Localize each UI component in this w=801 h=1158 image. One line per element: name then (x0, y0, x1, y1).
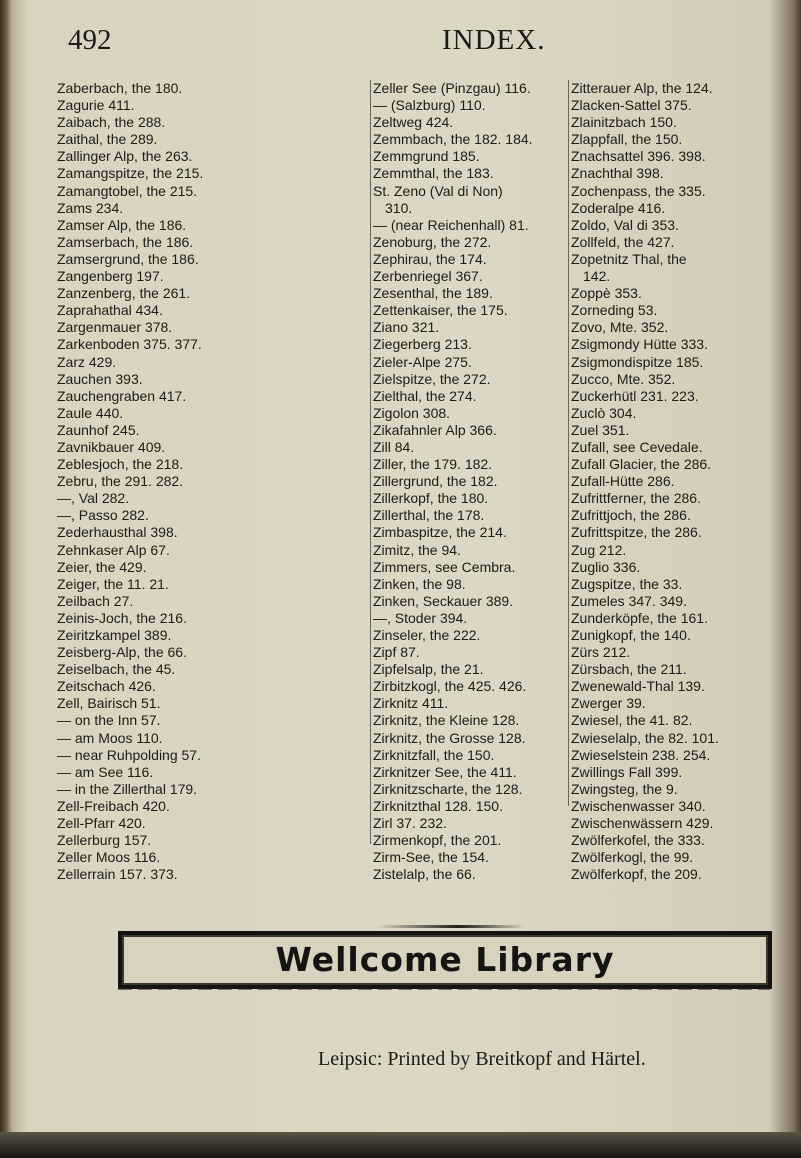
index-entry: Zuel 351. (571, 421, 630, 438)
index-entry: Zeltweg 424. (373, 114, 454, 131)
printer-imprint: Leipsic: Printed by Breitkopf and Härtel. (318, 1048, 646, 1070)
index-entry: Zillerkopf, the 180. (373, 490, 489, 507)
index-entry: Zeblesjoch, the 218. (57, 456, 184, 473)
index-entry: —, Passo 282. (57, 507, 149, 524)
index-entry: — (Salzburg) 110. (373, 97, 486, 114)
index-entry: Zemmgrund 185. (373, 148, 480, 165)
index-entry: Zillergrund, the 182. (373, 473, 498, 490)
index-entry: Zirknitz 411. (373, 695, 449, 712)
index-entry: Zaithal, the 289. (57, 131, 158, 148)
index-entry: Zirl 37. 232. (373, 815, 447, 832)
index-entry: Zwölferkopf, the 209. (571, 866, 702, 883)
index-entry: Zirknitzscharte, the 128. (373, 780, 523, 797)
index-entry: Zochenpass, the 335. (571, 182, 706, 199)
index-entry: Zlainitzbach 150. (571, 114, 677, 131)
index-entry: Zsigmondy Hütte 333. (571, 336, 708, 353)
index-column-3 (568, 80, 797, 883)
index-entry: —, Val 282. (57, 490, 130, 507)
index-entry: Znachthal 398. (571, 165, 664, 182)
index-entry: Zeinis-Joch, the 216. (57, 609, 187, 626)
index-entry: — in the Zillerthal 179. (57, 780, 198, 797)
index-entry: Zielthal, the 274. (373, 387, 477, 404)
index-entry: Zimmers, see Cembra. (373, 558, 516, 575)
index-entry-continuation: 142. (583, 268, 611, 285)
index-entry: Zigolon 308. (373, 404, 451, 421)
index-entry: Zipfelsalp, the 21. (373, 661, 484, 678)
library-stamp-text: Wellcome Library (275, 940, 615, 979)
index-entry: Zederhausthal 398. (57, 524, 178, 541)
index-entry: Zill 84. (373, 438, 415, 455)
index-entry: — am See 116. (57, 763, 154, 780)
index-entry: Ziller, the 179. 182. (373, 456, 493, 473)
index-entry: Zaunhof 245. (57, 421, 140, 438)
index-entry: Zovo, Mte. 352. (571, 319, 669, 336)
index-entry: Zlappfall, the 150. (571, 131, 683, 148)
index-entry: Zwölferkogl, the 99. (571, 849, 694, 866)
index-entry: Zimbaspitze, the 214. (373, 524, 507, 541)
index-entry: Zellerburg 157. (57, 832, 152, 849)
index-entry: Zuckerhütl 231. 223. (571, 387, 699, 404)
index-entry: Zinken, Seckauer 389. (373, 592, 514, 609)
index-entry: Zeier, the 429. (57, 558, 147, 575)
index-entry: Zinken, the 98. (373, 575, 466, 592)
index-entry: Zopetnitz Thal, the (571, 250, 687, 267)
index-entry: — (near Reichenhall) 81. (373, 216, 529, 233)
index-entry: Zirknitzer See, the 411. (373, 763, 517, 780)
index-entry: Zell-Pfarr 420. (57, 815, 146, 832)
index-entry: Zamangspitze, the 215. (57, 165, 204, 182)
stamp-underline (118, 988, 770, 990)
index-entry: Zemmbach, the 182. 184. (373, 131, 533, 148)
index-entry: Zeisberg-Alp, the 66. (57, 644, 187, 661)
index-entry: Zufall, see Cevedale. (571, 438, 703, 455)
index-entry: Zwenewald-Thal 139. (571, 678, 705, 695)
index-entry: Zamser Alp, the 186. (57, 216, 187, 233)
index-entry: Zunigkopf, the 140. (571, 627, 691, 643)
index-entry: Zürsbach, the 211. (571, 661, 687, 678)
index-entry: Zwillings Fall 399. (571, 763, 683, 780)
index-entry: Zug 212. (571, 541, 627, 558)
index-entry: Zorneding 53. (571, 302, 658, 319)
index-entry: Zikafahnler Alp 366. (373, 421, 497, 438)
index-entry: Zeller Moos 116. (57, 849, 161, 866)
index-entry: Zunderköpfe, the 161. (571, 609, 708, 626)
index-entry: Zwölferkofel, the 333. (571, 832, 705, 849)
index-entry: — am Moos 110. (57, 729, 163, 746)
index-entry: — on the Inn 57. (57, 712, 161, 729)
index-entry: Zaule 440. (57, 404, 124, 421)
index-entry: Zwingsteg, the 9. (571, 780, 678, 797)
index-entry: Zellerrain 157. 373. (57, 866, 178, 883)
index-entry: Zagurie 411. (57, 97, 135, 114)
index-entry: Zauchengraben 417. (57, 387, 187, 404)
index-entry: Zufall-Hütte 286. (571, 473, 675, 490)
index-entry: Zarz 429. (57, 353, 117, 370)
index-entry: Zeiger, the 11. 21. (57, 575, 169, 592)
index-entry: Zesenthal, the 189. (373, 285, 493, 302)
index-column-1 (57, 80, 363, 883)
index-entry: Zanzenberg, the 261. (57, 285, 191, 302)
index-entry: Zehnkaser Alp 67. (57, 541, 170, 558)
index-entry: Zugspitze, the 33. (571, 575, 683, 592)
index-entry: Zell-Freibach 420. (57, 797, 170, 814)
index-entry: Zell, Bairisch 51. (57, 695, 161, 712)
index-entry: Zamangtobel, the 215. (57, 182, 198, 199)
index-entry: Zwerger 39. (571, 695, 646, 712)
index-entry: Zipf 87. (373, 644, 420, 661)
index-entry: Zielspitze, the 272. (373, 370, 491, 387)
index-entry: Ziano 321. (373, 319, 440, 336)
index-entry: Zirmenkopf, the 201. (373, 832, 502, 849)
index-entry: Zallinger Alp, the 263. (57, 148, 193, 165)
index-entry: Zuclò 304. (571, 404, 637, 421)
index-entry: Zargenmauer 378. (57, 319, 173, 336)
index-entry: Zaibach, the 288. (57, 114, 166, 131)
index-entry: Zwieselstein 238. 254. (571, 746, 711, 763)
index-entry: Zemmthal, the 183. (373, 165, 494, 182)
index-entry: St. Zeno (Val di Non) (373, 182, 503, 199)
index-entry: Zillerthal, the 178. (373, 507, 485, 524)
index-entry: Zwieselalp, the 82. 101. (571, 729, 719, 746)
page-bottom-edge (0, 1132, 801, 1158)
index-entry: Ziegerberg 213. (373, 336, 472, 353)
index-entry: Zoldo, Val di 353. (571, 216, 679, 233)
index-entry: Zumeles 347. 349. (571, 592, 687, 609)
index-entry: Zettenkaiser, the 175. (373, 302, 508, 319)
index-entry: Zufrittjoch, the 286. (571, 507, 691, 524)
index-entry: Zufrittspitze, the 286. (571, 524, 702, 541)
index-entry: Zenoburg, the 272. (373, 233, 492, 250)
page-number: 492 (68, 24, 112, 56)
index-entry: Znachsattel 396. 398. (571, 148, 706, 165)
index-entry: Zangenberg 197. (57, 268, 164, 285)
index-entry: Zavnikbauer 409. (57, 438, 166, 455)
index-entry: Zeller See (Pinzgau) 116. (373, 80, 531, 96)
index-entry: Zsigmondispitze 185. (571, 353, 704, 370)
index-entry: Zirm-See, the 154. (373, 849, 489, 866)
index-entry: Zucco, Mte. 352. (571, 370, 676, 387)
index-entry: Zwischenwasser 340. (571, 797, 706, 814)
index-entry: Zwiesel, the 41. 82. (571, 712, 693, 729)
index-entry: Zirknitzthal 128. 150. (373, 797, 503, 814)
index-entry: Zoppè 353. (571, 285, 642, 302)
index-entry: Zirknitz, the Grosse 128. (373, 729, 526, 746)
index-entry: Zwischenwässern 429. (571, 815, 714, 832)
index-entry: Zeiselbach, the 45. (57, 661, 176, 678)
index-entry: Zirbitzkogl, the 425. 426. (373, 678, 527, 695)
index-entry: Zephirau, the 174. (373, 250, 487, 267)
index-entry: Zoderalpe 416. (571, 199, 666, 216)
index-entry: — near Ruhpolding 57. (57, 746, 201, 763)
index-entry: Zufall Glacier, the 286. (571, 456, 712, 473)
index-entry: Zirknitzfall, the 150. (373, 746, 495, 763)
index-column-2 (370, 80, 573, 883)
index-entry: Zinseler, the 222. (373, 627, 481, 643)
index-entry: Zitterauer Alp, the 124. (571, 80, 713, 96)
index-entry: Zaberbach, the 180. (57, 80, 183, 96)
index-entry: Zimitz, the 94. (373, 541, 461, 558)
index-entry: Zamserbach, the 186. (57, 233, 194, 250)
index-entry: Zürs 212. (571, 644, 631, 661)
index-entry: Zuglio 336. (571, 558, 641, 575)
index-entry: Zeitschach 426. (57, 678, 156, 695)
index-entry: Zebru, the 291. 282. (57, 473, 184, 490)
index-entry: Zirknitz, the Kleine 128. (373, 712, 520, 729)
end-rule (376, 925, 526, 928)
index-entry: Zerbenriegel 367. (373, 268, 483, 285)
index-entry: Zufrittferner, the 286. (571, 490, 701, 507)
index-entry: Zaprahathal 434. (57, 302, 163, 319)
index-entry: Zauchen 393. (57, 370, 143, 387)
index-entry: Zeiritzkampel 389. (57, 627, 172, 643)
page-header (0, 20, 801, 70)
index-entry: Zamsergrund, the 186. (57, 250, 199, 267)
index-entry: Zieler-Alpe 275. (373, 353, 472, 370)
library-stamp (118, 931, 772, 989)
index-entry: Zollfeld, the 427. (571, 233, 675, 250)
index-entry: Zeilbach 27. (57, 592, 134, 609)
index-entry: —, Stoder 394. (373, 609, 468, 626)
index-entry: Zams 234. (57, 199, 124, 216)
index-entry-continuation: 310. (385, 199, 413, 216)
running-head: INDEX. (442, 24, 546, 56)
index-entry: Zlacken-Sattel 375. (571, 97, 692, 114)
index-entry: Zistelalp, the 66. (373, 866, 476, 883)
index-entry: Zarkenboden 375. 377. (57, 336, 202, 353)
